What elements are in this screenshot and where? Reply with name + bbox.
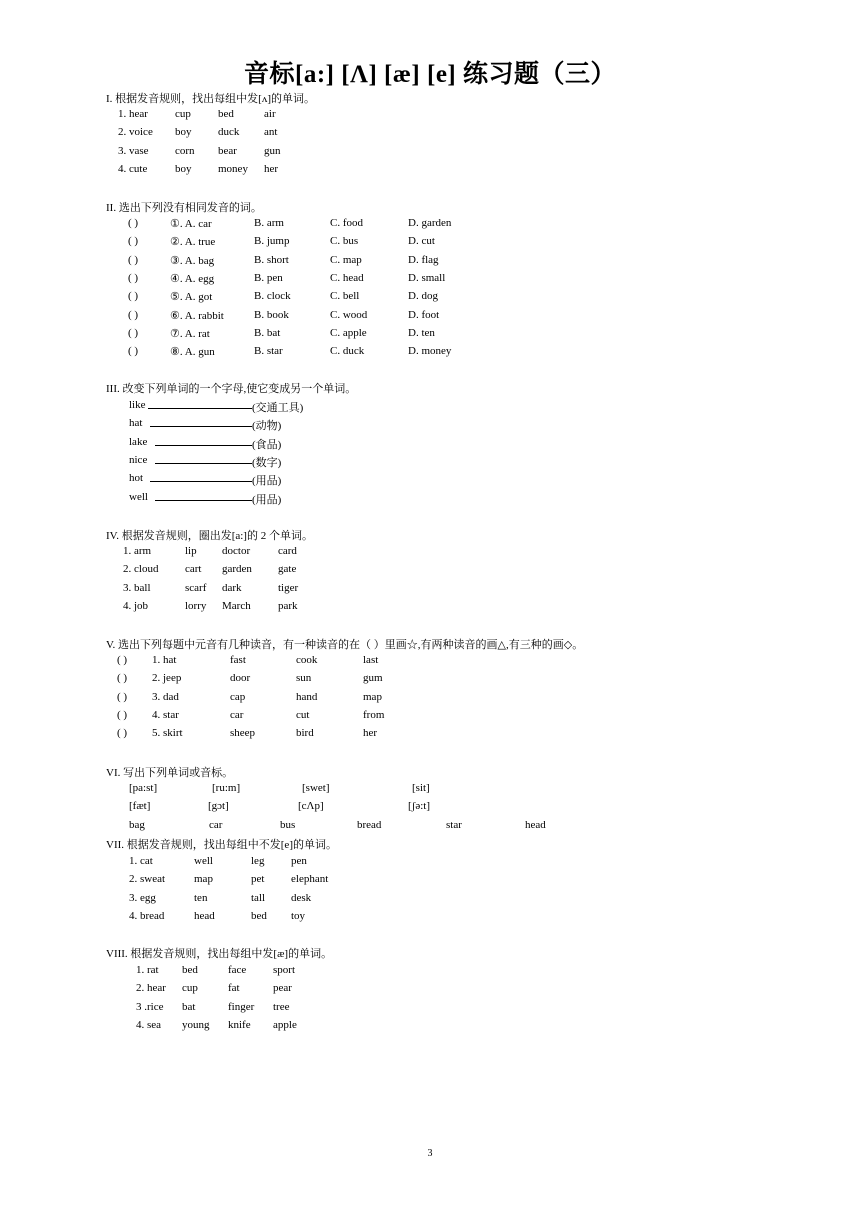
word-option: cap <box>230 690 246 703</box>
word-option: duck <box>218 126 240 139</box>
word-option: 1. cat <box>129 855 153 867</box>
word-option: ant <box>264 126 278 139</box>
word-option: March <box>222 599 251 612</box>
word-or-phonetic: [pa:st] <box>129 782 158 794</box>
answer-choice: ②. A. true <box>170 236 216 249</box>
answer-choice: C. wood <box>330 308 368 321</box>
answer-choice: D. ten <box>408 326 435 339</box>
word-option: 4. star <box>152 708 179 721</box>
word-option: 5. skirt <box>152 727 183 740</box>
answer-choice: B. pen <box>254 271 283 284</box>
page-number: 3 <box>427 1148 433 1159</box>
word-option: tiger <box>278 581 299 594</box>
category-hint: (交通工具) <box>252 402 304 414</box>
answer-choice: D. money <box>408 345 452 358</box>
word-option: 2. jeep <box>152 672 182 685</box>
answer-choice: ⑥. A. rabbit <box>170 309 224 322</box>
answer-choice: B. clock <box>254 290 291 303</box>
word-option: corn <box>175 144 195 157</box>
word-option: well <box>194 855 213 867</box>
word-option: pet <box>251 873 265 886</box>
word-option: dark <box>222 581 242 594</box>
answer-choice: C. apple <box>330 326 367 339</box>
category-hint: (用品) <box>252 493 282 506</box>
word-option: pen <box>291 855 307 867</box>
word-option: 1. arm <box>123 545 152 557</box>
answer-choice: D. small <box>408 271 446 284</box>
answer-blank[interactable] <box>155 436 252 446</box>
answer-parentheses[interactable]: ( ) <box>117 654 128 666</box>
word-option: her <box>363 727 378 740</box>
word-option: 3. egg <box>129 891 156 904</box>
answer-choice: C. bell <box>330 290 360 303</box>
word-option: 1. hat <box>152 654 177 666</box>
answer-choice: D. flag <box>408 253 439 266</box>
word-option: from <box>363 708 385 721</box>
answer-choice: B. star <box>254 345 283 358</box>
word-option: money <box>218 162 248 175</box>
section-heading: VI. 写出下列单词或音标。 <box>106 767 234 779</box>
word-option: 4. cute <box>118 162 148 175</box>
section-heading: VII. 根据发音规则，找出每组中不发[e]的单词。 <box>106 839 337 851</box>
answer-choice: ①. A. car <box>170 218 212 230</box>
word-option: fast <box>230 654 246 666</box>
answer-blank[interactable] <box>155 454 252 464</box>
word-option: 3. vase <box>118 144 149 157</box>
category-hint: (动物) <box>252 420 282 433</box>
given-word: nice <box>129 453 148 466</box>
word-option: elephant <box>291 873 329 886</box>
word-or-phonetic: [cΛp] <box>298 800 324 813</box>
answer-choice: C. map <box>330 253 362 266</box>
word-option: bear <box>218 144 237 157</box>
word-option: young <box>182 1018 210 1031</box>
word-option: bed <box>182 964 198 976</box>
answer-parentheses[interactable]: ( ) <box>128 345 139 358</box>
given-word: like <box>129 399 146 411</box>
word-option: bed <box>251 909 267 922</box>
word-option: cook <box>296 654 318 666</box>
answer-parentheses[interactable]: ( ) <box>117 708 128 721</box>
word-option: card <box>278 545 297 557</box>
word-option: ten <box>194 891 208 904</box>
answer-choice: ⑧. A. gun <box>170 346 215 359</box>
answer-parentheses[interactable]: ( ) <box>117 672 128 685</box>
word-option: door <box>230 672 251 685</box>
answer-choice: B. bat <box>254 326 281 339</box>
answer-parentheses[interactable]: ( ) <box>128 308 139 321</box>
answer-parentheses[interactable]: ( ) <box>117 727 128 740</box>
word-option: map <box>194 873 213 886</box>
answer-parentheses[interactable]: ( ) <box>117 690 128 703</box>
word-option: map <box>363 690 382 703</box>
word-option: apple <box>273 1018 297 1031</box>
word-option: her <box>264 162 279 175</box>
page-title: 音标[a:] [Λ] [æ] [e] 练习题（三） <box>244 61 616 88</box>
word-or-phonetic: [fæt] <box>129 800 151 813</box>
word-option: cup <box>175 108 191 120</box>
answer-blank[interactable] <box>148 399 252 409</box>
word-or-phonetic: bag <box>129 818 145 831</box>
word-option: 4. bread <box>129 909 165 922</box>
word-option: garden <box>222 563 252 576</box>
answer-choice: C. head <box>330 271 364 284</box>
word-option: tall <box>251 891 266 904</box>
word-option: cup <box>182 982 198 995</box>
answer-choice: D. foot <box>408 308 440 321</box>
word-option: 4. sea <box>136 1018 162 1031</box>
section-heading: V. 选出下列每题中元音有几种读音，有一种读音的在（ ）里画☆,有两种读音的画△,有三种的画◇。 <box>106 639 584 651</box>
answer-choice: B. jump <box>254 235 290 248</box>
word-or-phonetic: [swet] <box>302 782 330 794</box>
answer-blank[interactable] <box>150 417 252 427</box>
answer-blank[interactable] <box>155 491 252 501</box>
answer-choice: ⑦. A. rat <box>170 327 210 340</box>
word-option: leg <box>251 855 265 867</box>
word-or-phonetic: car <box>209 818 223 831</box>
category-hint: (数字) <box>252 456 282 469</box>
word-or-phonetic: [gɔt] <box>208 800 229 813</box>
word-option: lip <box>185 545 197 557</box>
word-option: last <box>363 654 379 666</box>
word-or-phonetic: [ʃə:t] <box>408 800 430 813</box>
word-or-phonetic: head <box>525 818 546 831</box>
word-option: 3. dad <box>152 690 179 703</box>
word-option: 4. job <box>123 599 149 612</box>
word-option: 2. cloud <box>123 563 159 576</box>
category-hint: (用品) <box>252 475 282 488</box>
word-option: scarf <box>185 581 207 594</box>
answer-choice: C. bus <box>330 235 359 248</box>
word-option: cut <box>296 708 310 721</box>
word-option: 1. hear <box>118 108 148 120</box>
answer-parentheses[interactable]: ( ) <box>128 271 139 284</box>
word-option: gum <box>363 672 383 685</box>
given-word: hat <box>129 417 143 430</box>
word-option: desk <box>291 891 312 904</box>
word-option: 1. rat <box>136 964 159 976</box>
word-option: park <box>278 599 298 612</box>
section-heading: III. 改变下列单词的一个字母,使它变成另一个单词。 <box>106 383 357 395</box>
word-option: car <box>230 708 244 721</box>
word-or-phonetic: bread <box>357 818 382 831</box>
word-option: hand <box>296 690 318 703</box>
word-option: 3. ball <box>123 581 151 594</box>
section-heading: VIII. 根据发音规则，找出每组中发[æ]的单词。 <box>106 948 333 960</box>
category-hint: (食品) <box>252 438 282 451</box>
word-option: cart <box>185 563 202 576</box>
word-option: finger <box>228 1000 255 1013</box>
word-option: sheep <box>230 727 256 740</box>
answer-parentheses[interactable]: ( ) <box>128 235 139 248</box>
word-option: fat <box>228 982 240 995</box>
word-option: air <box>264 108 276 120</box>
given-word: well <box>129 490 148 503</box>
answer-choice: B. short <box>254 253 289 266</box>
answer-choice: B. arm <box>254 217 284 229</box>
section-heading: I. 根据发音规则，找出每组中发[ʌ]的单词。 <box>106 93 315 105</box>
word-or-phonetic: [sit] <box>412 782 430 794</box>
word-option: doctor <box>222 545 251 557</box>
answer-choice: D. dog <box>408 290 438 303</box>
answer-choice: B. book <box>254 308 289 321</box>
section-heading: II. 选出下列没有相同发音的词。 <box>106 202 262 214</box>
word-option: knife <box>228 1018 251 1031</box>
word-option: 2. hear <box>136 982 166 995</box>
word-option: 2. voice <box>118 126 153 139</box>
word-option: head <box>194 909 215 922</box>
answer-choice: ⑤. A. got <box>170 291 213 304</box>
answer-choice: C. duck <box>330 345 365 358</box>
word-option: pear <box>273 982 292 995</box>
word-option: gun <box>264 144 281 157</box>
answer-choice: D. garden <box>408 217 452 229</box>
answer-parentheses[interactable]: ( ) <box>128 253 139 266</box>
answer-choice: C. food <box>330 217 363 229</box>
word-option: 2. sweat <box>129 873 166 886</box>
word-option: bat <box>182 1000 196 1013</box>
word-option: gate <box>278 563 297 576</box>
answer-parentheses[interactable]: ( ) <box>128 326 139 339</box>
word-option: face <box>228 964 247 976</box>
section-heading: IV. 根据发音规则，圈出发[a:]的 2 个单词。 <box>106 530 313 542</box>
answer-parentheses[interactable]: ( ) <box>128 290 139 303</box>
word-option: tree <box>273 1000 290 1013</box>
word-option: toy <box>291 909 306 922</box>
word-option: lorry <box>185 599 207 612</box>
word-or-phonetic: bus <box>280 818 296 831</box>
answer-choice: ③. A. bag <box>170 254 215 267</box>
word-option: sun <box>296 672 312 685</box>
word-option: bird <box>296 727 314 740</box>
word-or-phonetic: [ru:m] <box>212 782 241 794</box>
word-option: bed <box>218 108 234 120</box>
word-option: boy <box>175 126 192 139</box>
given-word: lake <box>129 435 148 448</box>
given-word: hot <box>129 472 144 485</box>
word-option: 3 .rice <box>136 1000 164 1013</box>
answer-parentheses[interactable]: ( ) <box>128 217 139 229</box>
answer-choice: D. cut <box>408 235 435 248</box>
word-or-phonetic: star <box>446 818 462 831</box>
word-option: sport <box>273 964 295 976</box>
word-option: boy <box>175 162 192 175</box>
answer-blank[interactable] <box>150 472 252 482</box>
answer-choice: ④. A. egg <box>170 272 215 285</box>
